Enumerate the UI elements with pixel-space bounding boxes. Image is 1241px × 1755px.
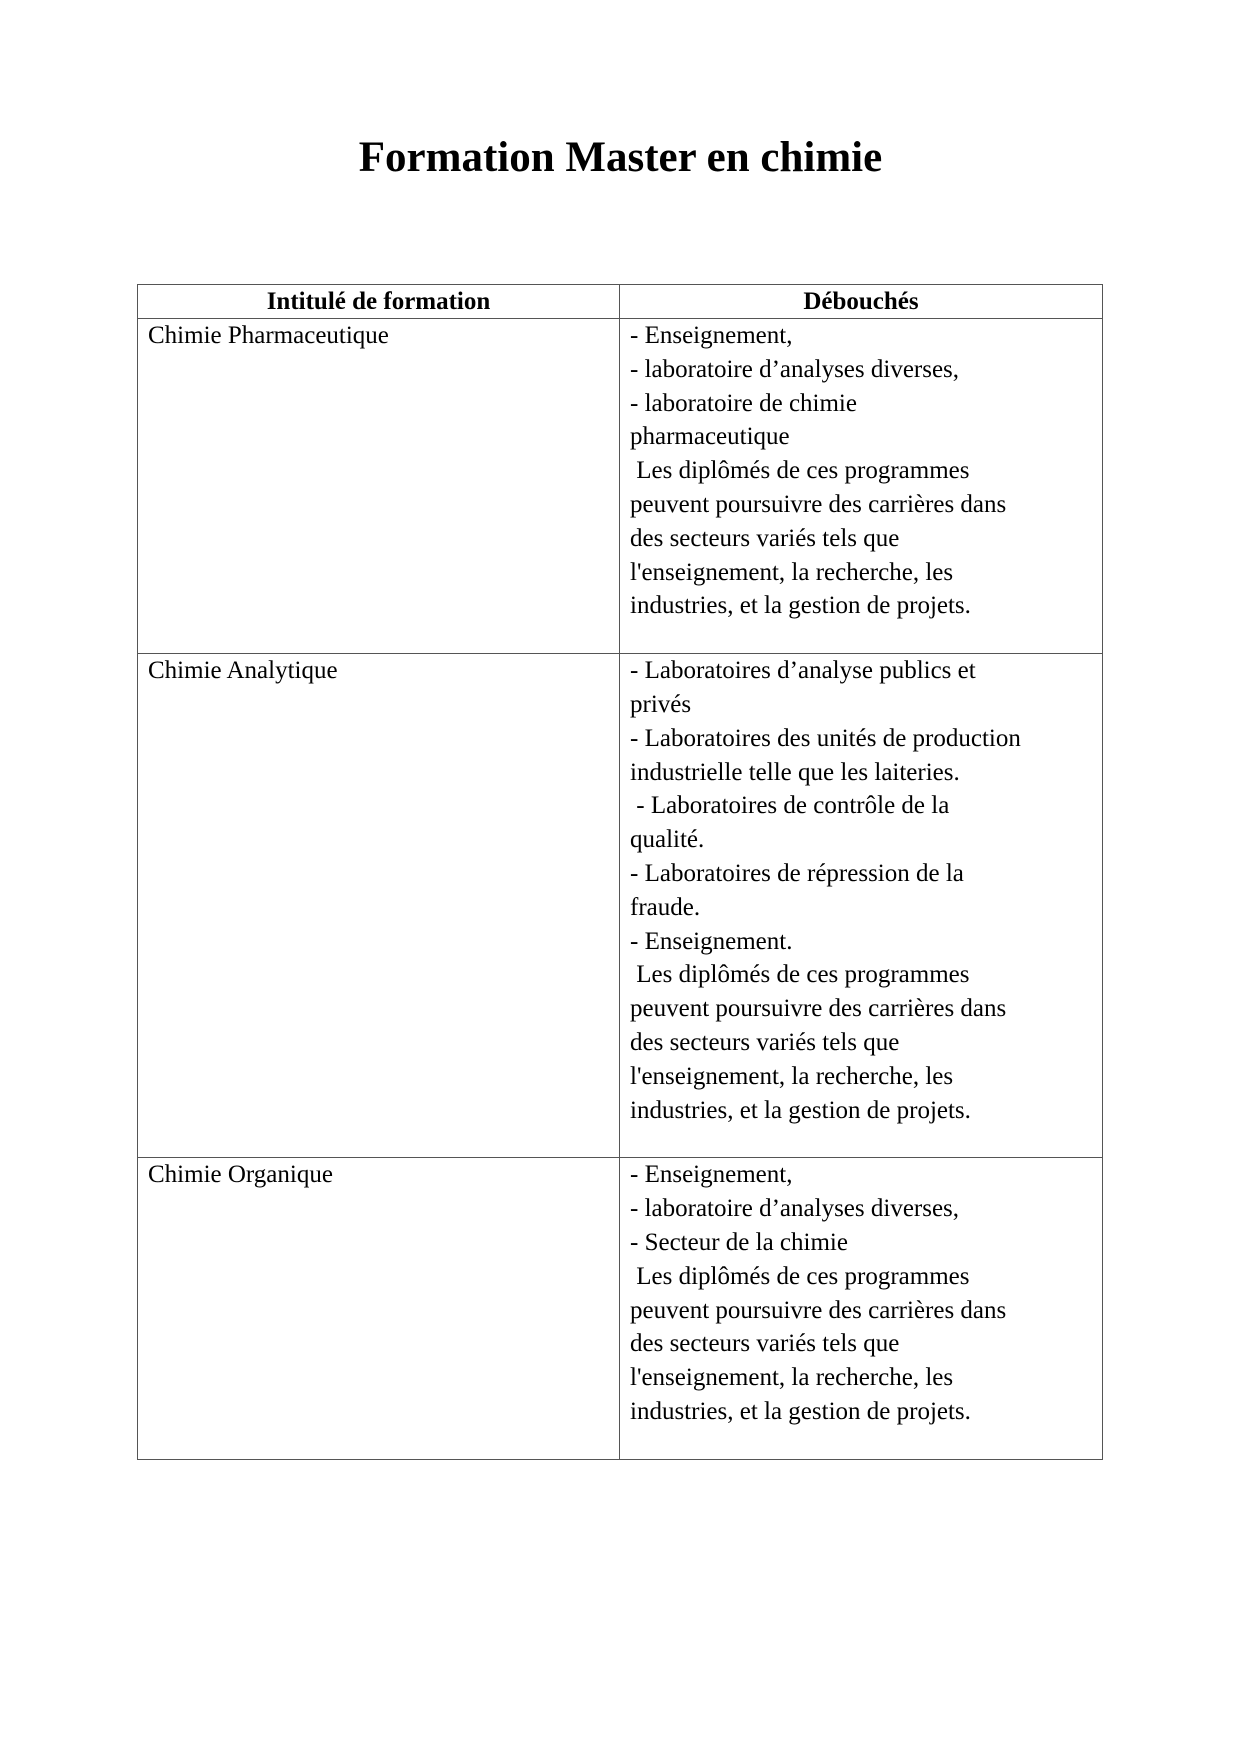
debouche-line: pharmaceutique: [630, 423, 790, 451]
debouche-line: l'enseignement, la recherche, les: [630, 1062, 954, 1090]
debouche-line: Les diplômés de ces programmes: [630, 1262, 970, 1290]
debouche-line: industries, et la gestion de projets.: [630, 592, 971, 620]
debouche-line: industries, et la gestion de projets.: [630, 1397, 971, 1425]
page-title: Formation Master en chimie: [358, 134, 883, 181]
debouche-line: des secteurs variés tels que: [630, 1028, 900, 1056]
debouche-line: des secteurs variés tels que: [630, 524, 900, 552]
debouche-line: privés: [630, 690, 692, 718]
debouche-line: peuvent poursuivre des carrières dans: [630, 1296, 1007, 1324]
debouche-line: - Laboratoires de répression de la: [630, 859, 964, 887]
debouche-line: - Laboratoires d’analyse publics et: [630, 657, 976, 685]
debouche-line: industrielle telle que les laiteries.: [630, 758, 960, 786]
debouche-line: - Laboratoires de contrôle de la: [630, 792, 950, 820]
debouche-line: Les diplômés de ces programmes: [630, 457, 970, 485]
debouche-line: l'enseignement, la recherche, les: [630, 558, 954, 586]
debouche-line: - Secteur de la chimie: [630, 1228, 848, 1256]
formation-table: [137, 284, 1103, 1460]
debouche-line: - Enseignement,: [630, 322, 793, 349]
debouches-cell: [620, 654, 1103, 1158]
debouches-cell: [620, 1158, 1103, 1459]
formation-cell: Chimie Pharmaceutique: [138, 319, 620, 654]
formation-cell: Chimie Analytique: [138, 654, 620, 1158]
debouche-line: - Enseignement.: [630, 927, 793, 955]
debouche-line: - laboratoire de chimie: [630, 389, 857, 417]
debouches-cell: [620, 319, 1103, 654]
debouche-line: industries, et la gestion de projets.: [630, 1096, 971, 1124]
debouche-line: des secteurs variés tels que: [630, 1330, 900, 1358]
debouche-line: - laboratoire d’analyses diverses,: [630, 1195, 960, 1223]
debouche-line: fraude.: [630, 893, 701, 921]
debouche-line: peuvent poursuivre des carrières dans: [630, 490, 1007, 518]
table-row: [138, 654, 1103, 1158]
formation-cell: Chimie Organique: [138, 1158, 620, 1459]
debouche-line: Les diplômés de ces programmes: [630, 961, 970, 989]
table-row: [138, 1158, 1103, 1459]
debouche-line: l'enseignement, la recherche, les: [630, 1364, 954, 1392]
table-header-row: [138, 285, 1103, 319]
debouche-line: peuvent poursuivre des carrières dans: [630, 995, 1007, 1023]
debouche-line: - Enseignement,: [630, 1161, 793, 1189]
debouche-line: qualité.: [630, 826, 705, 854]
table-row: [138, 319, 1103, 654]
debouche-line: - Laboratoires des unités de production: [630, 724, 1021, 752]
header-debouches: Débouchés: [620, 285, 1103, 319]
header-formation: Intitulé de formation: [138, 285, 620, 319]
debouche-line: - laboratoire d’analyses diverses,: [630, 355, 960, 383]
